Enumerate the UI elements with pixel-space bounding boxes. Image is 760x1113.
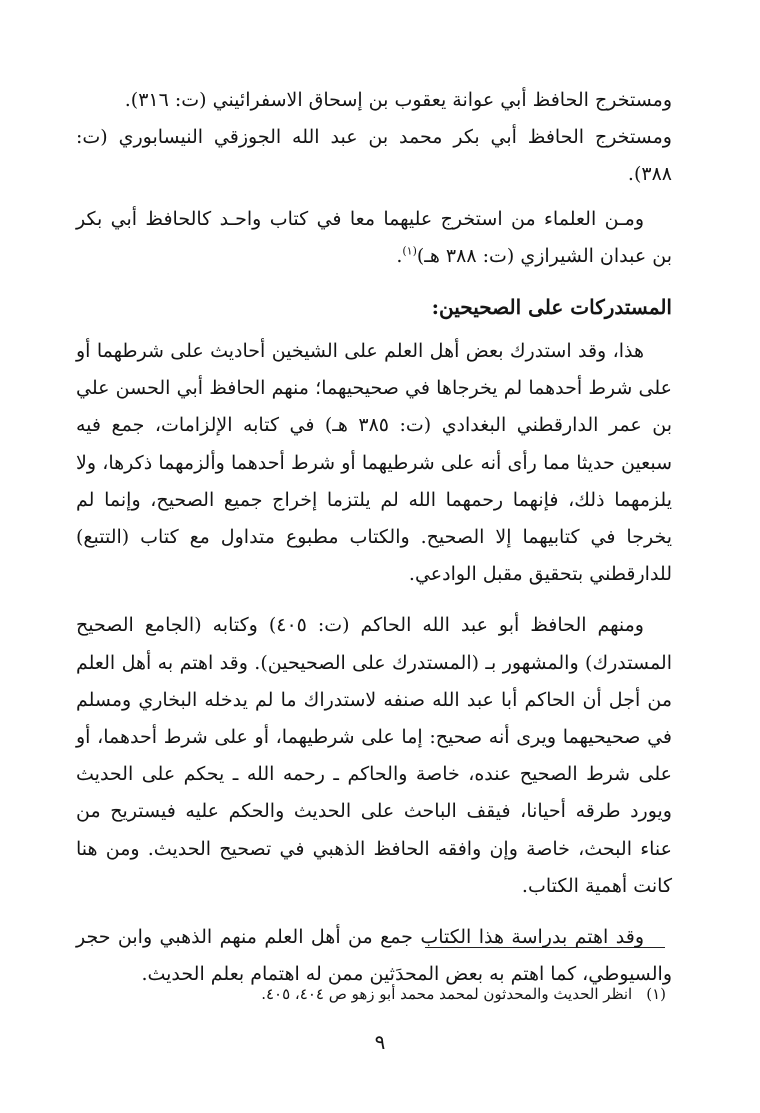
page-number: ٩ [374, 1030, 386, 1054]
paragraph-combined-mustakhraj [76, 201, 672, 275]
section-heading: المستدركات على الصحيحين: [431, 295, 672, 320]
footnote-divider [425, 947, 665, 948]
paragraph-scholars: وقد اهتم بدراسة هذا الكتاب جمع من أهل العلم منهم الذهبي وابن حجر والسيوطي، كما اهتم به بعض المحدَثين ممن له اهتمام بعلم الحديث. [76, 926, 672, 986]
paragraph-hakim: ومنهم الحافظ أبو عبد الله الحاكم (ت: ٤٠٥) وكتابه (الجامع الصحيح المستدرك) والمشهور بـ (المستدرك على الصحيحين). وقد اهتم به أهل العلم من أجل أن الحاكم أبا عبد الله صنفه لاستدراك ما لم يدخله البخاري ومسلم في صحيحيهما ويرى أنه صحيح: إما على شرطيهما، أو على شرط أحدهما، أو على شرط الصحيح عنده، خاصة والحاكم ـ رحمه الله ـ يحكم على الحديث ويورد طرقه أحيانا، فيقف الباحث على الحديث والحكم عليه فيستريح من عناء البحث، خاصة وإن وافقه الحافظ الذهبي في تصحيح الحديث. ومن هنا كانت أهمية الكتاب. [76, 614, 672, 897]
paragraph-daraqutni: هذا، وقد استدرك بعض أهل العلم على الشيخين أحاديث على شرطهما أو على شرط أحدهما لم يخرجاها في صحيحيهما؛ منهم الحافظ أبي الحسن علي بن عمر الدارقطني البغدادي (ت: ٣٨٥ هـ) في كتابه الإلزامات، جمع فيه سبعين حديثا مما رأى أنه على شرطيهما أو شرط أحدهما وألزمهما ذكرها، ولا يلزمهما ذلك، فإنهما رحمهما الله لم يلتزما إخراج جميع الصحيح، وإنما لم يخرجا في كتابيهما إلا الصحيح. والكتاب مطبوع متداول مع كتاب (التتبع) للدارقطني بتحقيق مقبل الوادعي. [76, 340, 672, 586]
paragraph-mustakhraj-line-2: ومستخرج الحافظ أبي بكر محمد بن عبد الله الجوزقي النيسابوري (ت: ٣٨٨). [76, 126, 672, 186]
footnote [90, 983, 666, 1005]
footnote-reference: (١) [402, 244, 417, 258]
footnote-number: (١) [646, 985, 666, 1003]
paragraph-combined-end: . [396, 244, 403, 267]
paragraph-combined-text: ومـن العلماء من استخرج عليهما معا في كتاب واحـد كالحافظ أبي بكر بن عبدان الشيرازي (ت: ٣٨٨ هـ) [76, 207, 672, 267]
footnote-text: انظر الحديث والمحدثون لمحمد محمد أبو زهو ص ٤٠٤، ٤٠٥. [261, 985, 633, 1003]
paragraph-mustakhraj-line-1: ومستخرج الحافظ أبي عوانة يعقوب بن إسحاق الاسفرائيني (ت: ٣١٦). [124, 89, 672, 111]
page-body [76, 82, 672, 993]
